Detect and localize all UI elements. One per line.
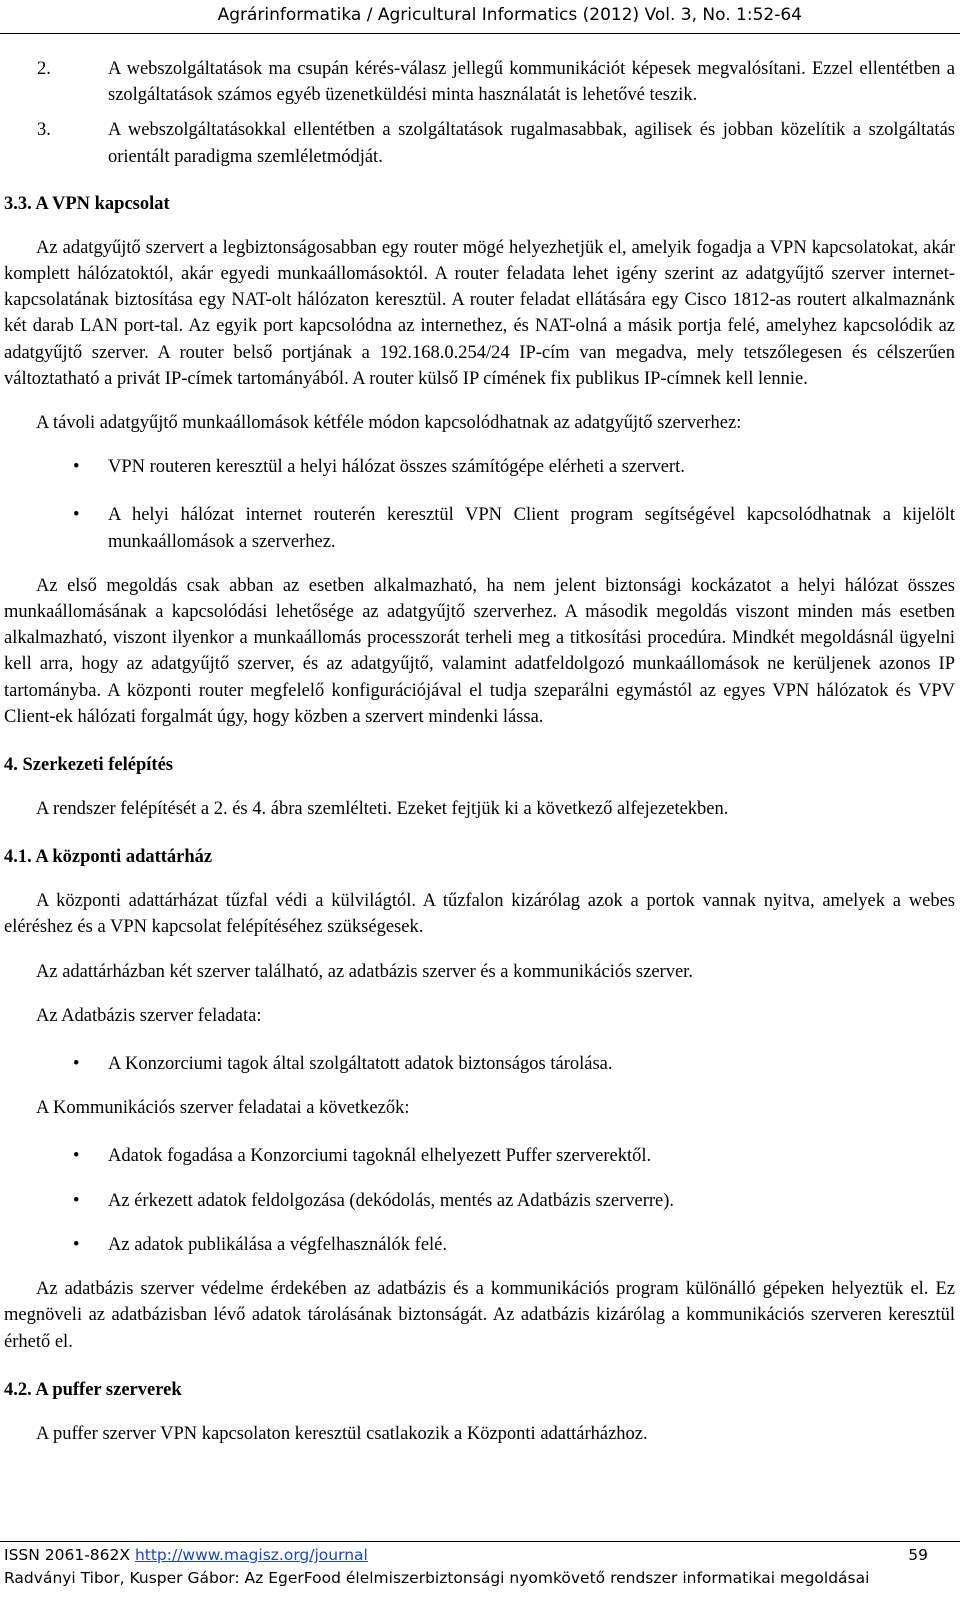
citation: Radványi Tibor, Kusper Gábor: Az EgerFood élelmiszerbiztonsági nyomkövető rendszer informatikai megoldásai (4, 1569, 870, 1587)
paragraph: Az adatgyűjtő szervert a legbiztonságosabban egy router mögé helyezhetjük el, amelyik fogadja a VPN kapcsolatokat, akár komplett hálózatoktól, akár egyedi munkaállomásoktól. A router feladata lehet igény szerint az adatgyűjtő szerver internet-kapcsolatának biztosítása egy NAT-olt hálózaton keresztül. A router feladat ellátására egy Cisco 1812-as routert alkalmaznánk két darab LAN port-tal. Az egyik port kapcsolódna az internethez, és NAT-olná a másik portja felé, amelyhez kapcsolódik az adatgyűjtő szerver. A router belső portjának a 192.168.0.254/24 IP-cím van megadva, mely tetszőlegesen és célszerűen változtatható a privát IP-címek tartományából. A router külső IP címének fix publikus IP-címnek kell lennie. (4, 237, 955, 389)
bullet-text: Az érkezett adatok feldolgozása (dekódolás, mentés az Adatbázis szerverre). (108, 1190, 675, 1211)
bullet-item (4, 1143, 955, 1169)
item-number: 3. (37, 120, 51, 141)
bullet-item (4, 502, 955, 554)
item-text: A webszolgáltatások ma csupán kérés-válasz jellegű kommunikációt képesek megvalósítani. Ezzel ellentétben a szolgáltatások számos egyéb üzenetküldési minta használatát is lehetővé teszik. (108, 59, 955, 106)
paragraph: A központi adattárházat tűzfal védi a külvilágtól. A tűzfalon kizárólag azok a portok vannak nyitva, amelyek a webes eléréshez és a VPN kapcsolat felépítéséhez szükségesek. (4, 891, 955, 938)
section-heading-vpn: 3.3. A VPN kapcsolat (4, 193, 170, 214)
section-heading-4-2: 4.2. A puffer szerverek (4, 1379, 182, 1400)
running-header (0, 0, 960, 34)
bullet-icon: • (73, 457, 80, 478)
bullet-text: A helyi hálózat internet routerén keresztül VPN Client program segítségével kapcsolódhatnak a kijelölt munkaállomások a szerverhez. (108, 505, 955, 552)
paragraph: A rendszer felépítését a 2. és 4. ábra szemlélteti. Ezeket fejtjük ki a következő alfejezetekben. (36, 799, 729, 820)
paragraph: Az Adatbázis szerver feladata: (36, 1005, 262, 1026)
bullet-item (4, 1051, 955, 1077)
bullet-text: Adatok fogadása a Konzorciumi tagoknál elhelyezett Puffer szerverektől. (108, 1146, 652, 1167)
item-text: A webszolgáltatásokkal ellentétben a szolgáltatások rugalmasabbak, agilisek és jobban közelítik a szolgáltatás orientált paradigma szemléletmódját. (108, 120, 955, 167)
paragraph: Az első megoldás csak abban az esetben alkalmazható, ha nem jelent biztonsági kockázatot a helyi hálózat összes munkaállomásának a kapcsolódási lehetősége az adatgyűjtő szerverhez. A második megoldás viszont minden más esetben alkalmazható, viszont ilyenkor a munkaállomás processzorát terheli meg a titkosítási procedúra. Mindkét megoldásnál ügyelni kell arra, hogy az adatgyűjtő szerver, és az adatgyűjtő, valamint adatfeldolgozó munkaállomások ne kerüljenek azonos IP tartományba. A központi router megfelelő konfigurációjával el tudja szeparálni egymástól az egyes VPN hálózatok és VPV Client-ek hálózati forgalmát úgy, hogy közben a szervert mindenki lássa. (4, 575, 955, 727)
section-heading-4: 4. Szerkezeti felépítés (4, 755, 173, 776)
running-title: Agrárinformatika / Agricultural Informatics (2012) Vol. 3, No. 1:52-64 (217, 5, 802, 25)
paragraph: A puffer szerver VPN kapcsolaton keresztül csatlakozik a Központi adattárházhoz. (36, 1423, 648, 1444)
numbered-item (4, 56, 955, 108)
issn: ISSN 2061-862X (4, 1546, 131, 1564)
bullet-icon: • (73, 1234, 80, 1255)
bullet-item (4, 1232, 955, 1258)
bullet-icon: • (73, 1146, 80, 1167)
bullet-icon: • (73, 1054, 80, 1075)
paragraph: A Kommunikációs szerver feladatai a következők: (36, 1098, 410, 1119)
bullet-text: VPN routeren keresztül a helyi hálózat összes számítógépe elérheti a szervert. (108, 457, 685, 478)
item-number: 2. (37, 59, 51, 79)
page-number: 59 (908, 1546, 928, 1564)
page-footer (0, 1541, 960, 1590)
bullet-text: A Konzorciumi tagok által szolgáltatott adatok biztonságos tárolása. (108, 1054, 613, 1075)
paragraph: A távoli adatgyűjtő munkaállomások kétféle módon kapcsolódhatnak az adatgyűjtő szerverhez: (36, 413, 742, 434)
bullet-item (4, 1188, 955, 1214)
paragraph: Az adatbázis szerver védelme érdekében az adatbázis és a kommunikációs program különálló gépeken helyeztük el. Ez megnöveli az adatbázisban lévő adatok tárolásának biztonságát. Az adatbázis kizárólag a kommunikációs szerveren keresztül érhető el. (4, 1279, 955, 1352)
bullet-item (4, 454, 955, 480)
bullet-text: Az adatok publikálása a végfelhasználók felé. (108, 1234, 448, 1255)
numbered-item (4, 117, 955, 169)
main-content (4, 56, 955, 1447)
bullet-icon: • (73, 1190, 80, 1211)
journal-link[interactable]: http://www.magisz.org/journal (134, 1546, 368, 1564)
paragraph: Az adattárházban két szerver található, az adatbázis szerver és a kommunikációs szerver. (36, 961, 693, 982)
bullet-icon: • (73, 505, 80, 526)
section-heading-4-1: 4.1. A központi adattárház (4, 847, 213, 868)
